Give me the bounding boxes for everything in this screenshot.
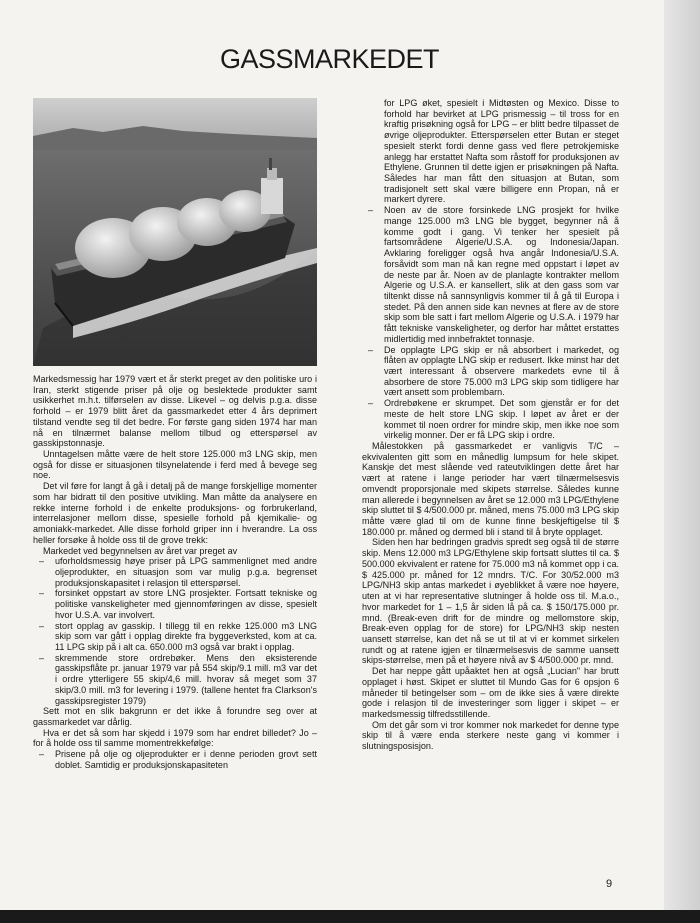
- list-item-text: forsinket oppstart av store LNG prosjekter. Fortsatt tekniske og politiske vanskeligheter med gjennomføringen av disse, spesielt hvor U.S.A. var involvert.: [55, 588, 317, 620]
- paragraph: Markedet ved begynnelsen av året var preget av: [43, 545, 238, 556]
- paragraph: Siden hen har bedringen gradvis spredt seg også til de større skip. Mens 12.000 m3 LPG/Ethylene skip fortsatt sluttes til ca. $ 500.000 ekvivalent er ratene for 75.000 m3 nå kommet opp i ca. $ 425.000 pr. måned for 12 mndrs. T/C. For 30/52.000 m3 LPG/NH3 skip antas markedet i øyeblikket å være noe høyere, uten at vi har representative slutninger å holde oss til. M.a.o., hvor markedet for 1 – 1,5 år siden lå på ca. $ 150/175.000 pr. mnd. (Break-even drift for de mindre og mellomstore skip, Break-even opplag for de store) for LPG/NH3 skip nesten uansett størrelse, kan det nå se ut til at vi er kommet sirkelen rundt og at ratene igjen er tilnærmelsesvis de samme uansett skips-størrelse, men på et høyere nivå av $ 4/500.000 pr. mnd.: [362, 537, 619, 666]
- paragraph: Det vil føre for langt å gå i detalj på de mange forskjellige momenter som har bidratt til den positive utvikling. Man måtte da analysere en rekke interne forhold i de enkelte produksjons- og forbrukerland, interrelasjoner mellom disse, spesielle forhold på kjemikalie- og amoniakk-markedet. Alle disse forhold griper inn i hverandre. La oss heller forsøke å holde oss til de grove trekk:: [33, 481, 317, 545]
- list-item: [362, 398, 619, 441]
- dash-bullet: –: [368, 398, 374, 409]
- paragraph: Unntagelsen måtte være de helt store 125.000 m3 LNG skip, men også for disse er situasjonen tilsynelatende i ferd med å bevege seg noe.: [33, 449, 317, 481]
- list-item-text: skremmende store ordrebøker. Mens den eksisterende gasskipsflåte pr. januar 1979 var på 554 skip/9.1 mill. m3 var det i ordre ytterligere 55 skip/4,6 mill. hvorav så meget som 37 skip/3.0 mill. m3 for levering i 1979. (tallene hentet fra Clarkson's gasskipsregister 1979): [55, 652, 317, 706]
- list-item-text: Noen av de store forsinkede LNG prosjekt for hvilke mange 125.000 m3 LNG ble bygget, begynner nå å komme godt i gang. Vi tenker her spesielt på fartsområdene Algerie/U.S.A. og Indonesia/Japan. Avklaring foreligger også hva angår Indonesia/U.S.A. forsåvidt som man nå kan regne med oppstart i løpet av de neste par år. Noen av de planlagte kontrakter mellom Algerie og U.S.A. er kansellert, slik at den gass som var tiltenkt disse nå sannsynligvis kommer til å gå til Europa i stedet. På den annen side kan nevnes at flere av de store skip som ble satt i fart mellom Algerie og U.S.A. i 1979 har fått tekniske vanskeligheter, og derfor har måttet erstattes midlertidig med innbefraktet tonnasje.: [384, 205, 619, 344]
- page-title: GASSMARKEDET: [220, 44, 440, 74]
- dash-bullet: –: [39, 620, 45, 631]
- list-item: [362, 205, 619, 344]
- paragraph: Om det går som vi tror kommer nok markedet for denne type skip til å være enda sterkere neste gang vi kommer i slutningsposisjon.: [362, 719, 619, 752]
- paragraph: Målestokken på gassmarkedet er vanligvis T/C – ekvivalenten gitt som en månedlig lumpsum for hele skipet. Kanskje det mest slående ved rateutviklingen dette året har vært at ratene i lange perioder har vært tilnærmelsesvis omvendt proporsjonale med skipets størrelse. Således kunne man allerede i begynnelsen av året se 12.000 m3 LPG/Ethylene skip sluttet til $ 4/500.000 pr. måned, mens 75.000 m3 LPG skip måtte være glad til om de kunne finne beskjeftigelse til $ 180.000 pr. måned og dermed bli i stand til å bryte opplaget.: [362, 441, 619, 537]
- list-item-text: Ordrebøkene er skrumpet. Det som gjenstår er for det meste de helt store LNG skip. I løpet av året er der kommet til noen ordrer for mindre skip, men ikke noe som virkelig monner. Der er få LPG skip i ordre.: [384, 398, 619, 441]
- list-item: [33, 621, 317, 653]
- list-item: [33, 588, 317, 620]
- paragraph: for LPG øket, spesielt i Midtøsten og Mexico. Disse to forhold har bevirket at LPG prismessig – til tross for en kraftig prisøkning også for LPG – er blitt bedre tilpasset de øvrige oljeprodukter. Etterspørselen etter Butan er steget spesielt sterkt fordi denne gass ved flere petrokjemiske anlegg har erstattet Nafta som råstoff for produksjonen av Ethylene. Grunnen til dette igjen er prisøkningen på Nafta. Således har man fått den situasjon at Butan, som tradisjonelt sett skal være billigere enn Propan, nå er markert dyrere.: [384, 98, 619, 205]
- list-item-text: De opplagte LPG skip er nå absorbert i markedet, og flåten av opplagte LNG skip er redusert. Ikke minst har det vært interessant å observere markedets evne til å absorbere de store 75.000 m3 LPG skip som tidligere har vært ansett som problembarn.: [384, 344, 619, 398]
- left-text-column: [33, 374, 317, 771]
- right-text-column: [362, 98, 619, 752]
- ship-photo-icon: [33, 98, 317, 366]
- paragraph: Markedsmessig har 1979 vært et år sterkt preget av den politiske uro i Iran, sterkt stigende priser på olje og beslektede produkter samt usikkerhet m.h.t. tilførselen av disse. Likevel – og delvis p.g.a. disse forhold – er 1979 blitt året da gassmarkedet etter 4 års deprimert tilstand vendte seg til det bedre. For første gang siden 1974 har man nå en tilnærmet balanse mellom tilbud og etterspørsel av gasskipstonnasje.: [33, 374, 317, 449]
- list-item: [362, 345, 619, 399]
- list-item: [33, 556, 317, 588]
- list-item: [33, 653, 317, 707]
- list-item-text: stort opplag av gasskip. I tillegg til en rekke 125.000 m3 LNG skip som var gått i opplag direkte fra byggeverksted, kom at ca. 11 LPG skip på i alt ca. 650.000 m3 også var brakt i opplag.: [55, 620, 317, 652]
- dash-bullet: –: [368, 205, 374, 216]
- ship-photo: [33, 98, 317, 366]
- dash-bullet: –: [39, 556, 45, 567]
- scan-bottom-edge: [0, 910, 700, 923]
- paragraph: Sett mot en slik bakgrunn er det ikke å forundre seg over at gassmarkedet var dårlig.: [33, 706, 317, 727]
- paragraph: Det har neppe gått upåaktet hen at også „Lucian" har brutt opplaget i høst. Skipet er sluttet til Mundo Gas for 6 opsjon 6 måneder til betingelser som – om de ikke sies å være direkte gode i relasjon til de investeringer som ligger i skipet – er markedsmessig tilfredsstillende.: [362, 666, 619, 719]
- page-edge: [664, 0, 700, 923]
- list-item-text: Prisene på olje og oljeprodukter er i denne perioden grovt sett doblet. Samtidig er produksjonskapasiteten: [55, 749, 317, 770]
- paragraph: Hva er det så som har skjedd i 1979 som har endret billedet? Jo – for å holde oss til samme momentrekkefølge:: [33, 727, 317, 749]
- page-number: 9: [606, 878, 613, 890]
- dash-bullet: –: [39, 588, 45, 599]
- dash-bullet: –: [39, 652, 45, 663]
- dash-bullet: –: [39, 749, 45, 760]
- list-item-text: uforholdsmessig høye priser på LPG sammenlignet med andre oljeprodukter, en situasjon som var mulig p.g.a. begrenset produksjonskapasitet i relasjon til etterspørsel.: [55, 556, 317, 588]
- list-item: [33, 749, 317, 770]
- dash-bullet: –: [368, 344, 374, 355]
